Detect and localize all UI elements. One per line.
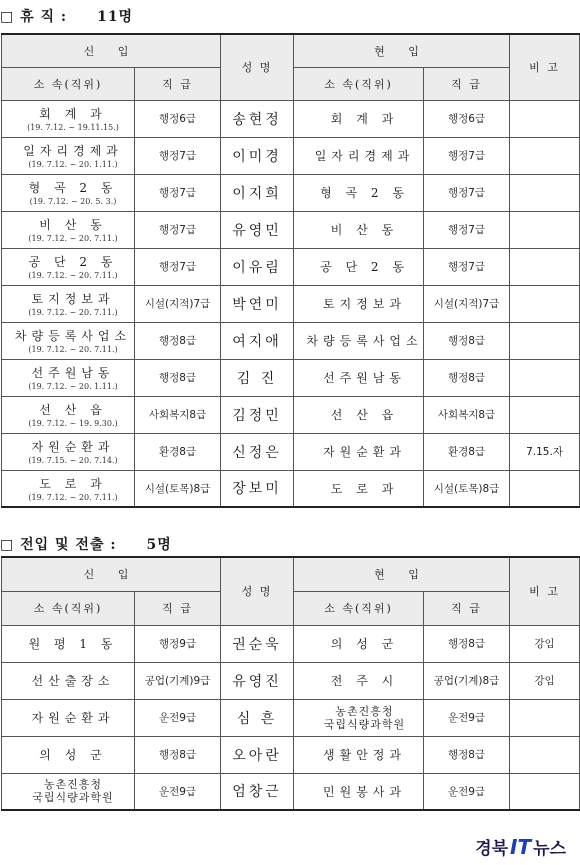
grade-cell: 운전9급	[135, 773, 221, 810]
header-note: 비 고	[510, 557, 580, 625]
unit-cell	[2, 100, 135, 137]
unit-name: 자원순환과	[31, 440, 115, 454]
person-name: 유영진	[221, 662, 294, 699]
table-row	[2, 773, 580, 810]
header-current-grade: 직 급	[424, 591, 510, 625]
unit-name: 회 계 과	[39, 107, 107, 121]
note-cell	[510, 100, 580, 137]
unit-cell	[2, 736, 135, 773]
grade-cell: 행정8급	[135, 322, 221, 359]
note-cell	[510, 736, 580, 773]
unit-name: 일자리경제과	[23, 144, 123, 158]
header-name: 성 명	[221, 557, 294, 625]
transfer-table	[1, 556, 580, 811]
grade-cell: 환경8급	[135, 433, 221, 470]
grade-cell: 행정6급	[135, 100, 221, 137]
person-name: 엄창근	[221, 773, 294, 810]
table-row	[2, 322, 580, 359]
current-unit-cell: 도 로 과	[294, 470, 424, 507]
leave-period: (19. 7.12. ~ 20. 7.11.)	[28, 492, 118, 502]
leave-period: (19. 7.12. ~ 20. 1.11.)	[28, 382, 118, 391]
current-grade-cell: 행정8급	[424, 625, 510, 662]
grade-cell: 시설(지적)7급	[135, 285, 221, 322]
current-grade-cell: 행정6급	[424, 100, 510, 137]
person-name: 이유림	[221, 248, 294, 285]
table-row	[2, 211, 580, 248]
grade-cell: 시설(토목)8급	[135, 470, 221, 507]
person-name: 유영민	[221, 211, 294, 248]
unit-name: 선주원남동	[31, 366, 115, 380]
current-grade-cell: 행정7급	[424, 248, 510, 285]
unit-cell	[2, 625, 135, 662]
unit-name: 도 로 과	[39, 476, 107, 491]
leave-period: (19. 7.12. ~ 20. 7.11.)	[28, 271, 118, 280]
note-cell	[510, 699, 580, 736]
unit-cell	[2, 699, 135, 736]
table-row	[2, 662, 580, 699]
table-row	[2, 470, 580, 507]
table-row	[2, 736, 580, 773]
grade-cell: 행정8급	[135, 359, 221, 396]
table-row	[2, 433, 580, 470]
current-unit-line: 국립식량과학원	[323, 717, 406, 731]
header-current-unit: 소 속(직위)	[294, 67, 424, 100]
unit-name: 선 산 읍	[39, 403, 107, 417]
grade-cell: 행정8급	[135, 736, 221, 773]
current-grade-cell: 시설(토목)8급	[424, 470, 510, 507]
leave-period: (19. 7.12. ~ 19.11.15.)	[27, 123, 119, 132]
header-name: 성 명	[221, 34, 294, 100]
section-title-transfer	[0, 534, 580, 554]
grade-cell: 행정7급	[135, 174, 221, 211]
table-row	[2, 359, 580, 396]
note-cell: 강임	[510, 662, 580, 699]
current-unit-cell: 비 산 동	[294, 211, 424, 248]
unit-name: 자원순환과	[31, 711, 115, 725]
person-name: 김정민	[221, 396, 294, 433]
person-name: 여지애	[221, 322, 294, 359]
note-cell	[510, 773, 580, 810]
current-grade-cell: 운전9급	[424, 699, 510, 736]
unit-name: 비 산 동	[39, 218, 107, 232]
note-cell	[510, 211, 580, 248]
leave-period: (19. 7.12. ~ 20. 7.11.)	[28, 308, 118, 317]
grade-cell: 사회복지8급	[135, 396, 221, 433]
current-grade-cell: 시설(지적)7급	[424, 285, 510, 322]
header-grade: 직 급	[135, 591, 221, 625]
unit-cell	[2, 137, 135, 174]
leave-period: (19. 7.12. ~ 19. 9.30.)	[28, 419, 118, 428]
table-row	[2, 174, 580, 211]
unit-line: 국립식량과학원	[32, 791, 114, 805]
current-unit-cell: 민원봉사과	[294, 773, 424, 810]
note-cell	[510, 359, 580, 396]
current-grade-cell: 사회복지8급	[424, 396, 510, 433]
current-grade-cell: 행정7급	[424, 137, 510, 174]
unit-cell	[2, 211, 135, 248]
unit-name: 의 성 군	[39, 748, 107, 762]
unit-cell	[2, 470, 135, 507]
person-name: 박연미	[221, 285, 294, 322]
table-row	[2, 137, 580, 174]
header-unit: 소 속(직위)	[2, 67, 135, 100]
header-unit: 소 속(직위)	[2, 591, 135, 625]
section-title-label: □ 전입 및 전출 :	[0, 537, 117, 553]
grade-cell: 행정7급	[135, 137, 221, 174]
header-current: 현 입	[294, 557, 510, 591]
current-grade-cell: 환경8급	[424, 433, 510, 470]
grade-cell: 행정9급	[135, 625, 221, 662]
current-unit-cell: 선 산 읍	[294, 396, 424, 433]
header-new: 신 입	[2, 557, 221, 591]
current-grade-cell: 행정8급	[424, 359, 510, 396]
unit-cell	[2, 248, 135, 285]
note-cell	[510, 396, 580, 433]
current-unit-cell: 일자리경제과	[294, 137, 424, 174]
section-count: 11명	[97, 9, 134, 25]
leave-period: (19. 7.12. ~ 20. 7.11.)	[28, 345, 118, 354]
current-grade-cell: 행정8급	[424, 736, 510, 773]
unit-cell	[2, 433, 135, 470]
current-unit-cell: 형 곡 2 동	[294, 174, 424, 211]
current-unit-cell: 토지정보과	[294, 285, 424, 322]
unit-line: 농촌진흥청	[43, 778, 103, 792]
grade-cell: 운전9급	[135, 699, 221, 736]
table-row	[2, 248, 580, 285]
table-row	[2, 699, 580, 736]
person-name: 권순욱	[221, 625, 294, 662]
table-row	[2, 396, 580, 433]
table-row	[2, 100, 580, 137]
unit-cell	[2, 396, 135, 433]
unit-cell	[2, 773, 135, 810]
note-cell	[510, 285, 580, 322]
current-unit-cell: 의 성 군	[294, 625, 424, 662]
unit-name: 공 단 2 동	[28, 255, 118, 269]
current-unit-cell: 전 주 시	[294, 662, 424, 699]
header-grade: 직 급	[135, 67, 221, 100]
leave-period: (19. 7.12. ~ 20. 5. 3.)	[29, 197, 117, 206]
current-unit-line: 농촌진흥청	[335, 704, 394, 718]
person-name: 송현정	[221, 100, 294, 137]
header-note: 비 고	[510, 34, 580, 100]
note-cell	[510, 174, 580, 211]
current-grade-cell: 운전9급	[424, 773, 510, 810]
section-title-leave	[0, 6, 580, 26]
unit-name: 선산출장소	[31, 674, 115, 688]
note-cell	[510, 137, 580, 174]
unit-name: 형 곡 2 동	[28, 181, 118, 195]
unit-cell	[2, 285, 135, 322]
current-unit-cell: 회 계 과	[294, 100, 424, 137]
grade-cell: 행정7급	[135, 211, 221, 248]
current-unit-cell	[294, 699, 424, 736]
person-name: 신정은	[221, 433, 294, 470]
leave-period: (19. 7.12. ~ 20. 1.11.)	[28, 160, 118, 169]
person-name: 이지희	[221, 174, 294, 211]
person-name: 오아란	[221, 736, 294, 773]
header-new: 신 입	[2, 34, 221, 67]
person-name: 심 흔	[221, 699, 294, 736]
current-unit-cell: 자원순환과	[294, 433, 424, 470]
unit-cell	[2, 662, 135, 699]
table-row	[2, 285, 580, 322]
header-current: 현 입	[294, 34, 510, 67]
leave-period: (19. 7.12. ~ 20. 7.11.)	[28, 234, 118, 243]
current-unit-cell: 선주원남동	[294, 359, 424, 396]
unit-name: 원 평 1 동	[28, 637, 118, 651]
leave-table	[1, 33, 580, 508]
header-current-grade: 직 급	[424, 67, 510, 100]
section-count: 5명	[146, 537, 172, 553]
note-cell: 강임	[510, 625, 580, 662]
current-unit-cell: 차량등록사업소	[294, 322, 424, 359]
grade-cell: 행정7급	[135, 248, 221, 285]
header-current-unit: 소 속(직위)	[294, 591, 424, 625]
unit-name: 차량등록사업소	[14, 329, 132, 343]
section-title-label: □ 휴 직 :	[0, 9, 68, 25]
note-cell	[510, 248, 580, 285]
note-cell	[510, 470, 580, 507]
current-grade-cell: 행정8급	[424, 322, 510, 359]
current-grade-cell: 공업(기계)8급	[424, 662, 510, 699]
current-grade-cell: 행정7급	[424, 211, 510, 248]
person-name: 장보미	[221, 470, 294, 507]
person-name: 이미경	[221, 137, 294, 174]
person-name: 김 진	[221, 359, 294, 396]
current-unit-cell: 공 단 2 동	[294, 248, 424, 285]
grade-cell: 공업(기계)9급	[135, 662, 221, 699]
site-logo: 경북 IT 뉴스	[475, 835, 566, 859]
note-cell: 7.15.자	[510, 433, 580, 470]
unit-cell	[2, 322, 135, 359]
current-unit-cell: 생활안정과	[294, 736, 424, 773]
unit-cell	[2, 359, 135, 396]
unit-cell	[2, 174, 135, 211]
table-row	[2, 625, 580, 662]
note-cell	[510, 322, 580, 359]
leave-period: (19. 7.15. ~ 20. 7.14.)	[28, 456, 118, 465]
unit-name: 토지정보과	[31, 292, 115, 306]
current-grade-cell: 행정7급	[424, 174, 510, 211]
